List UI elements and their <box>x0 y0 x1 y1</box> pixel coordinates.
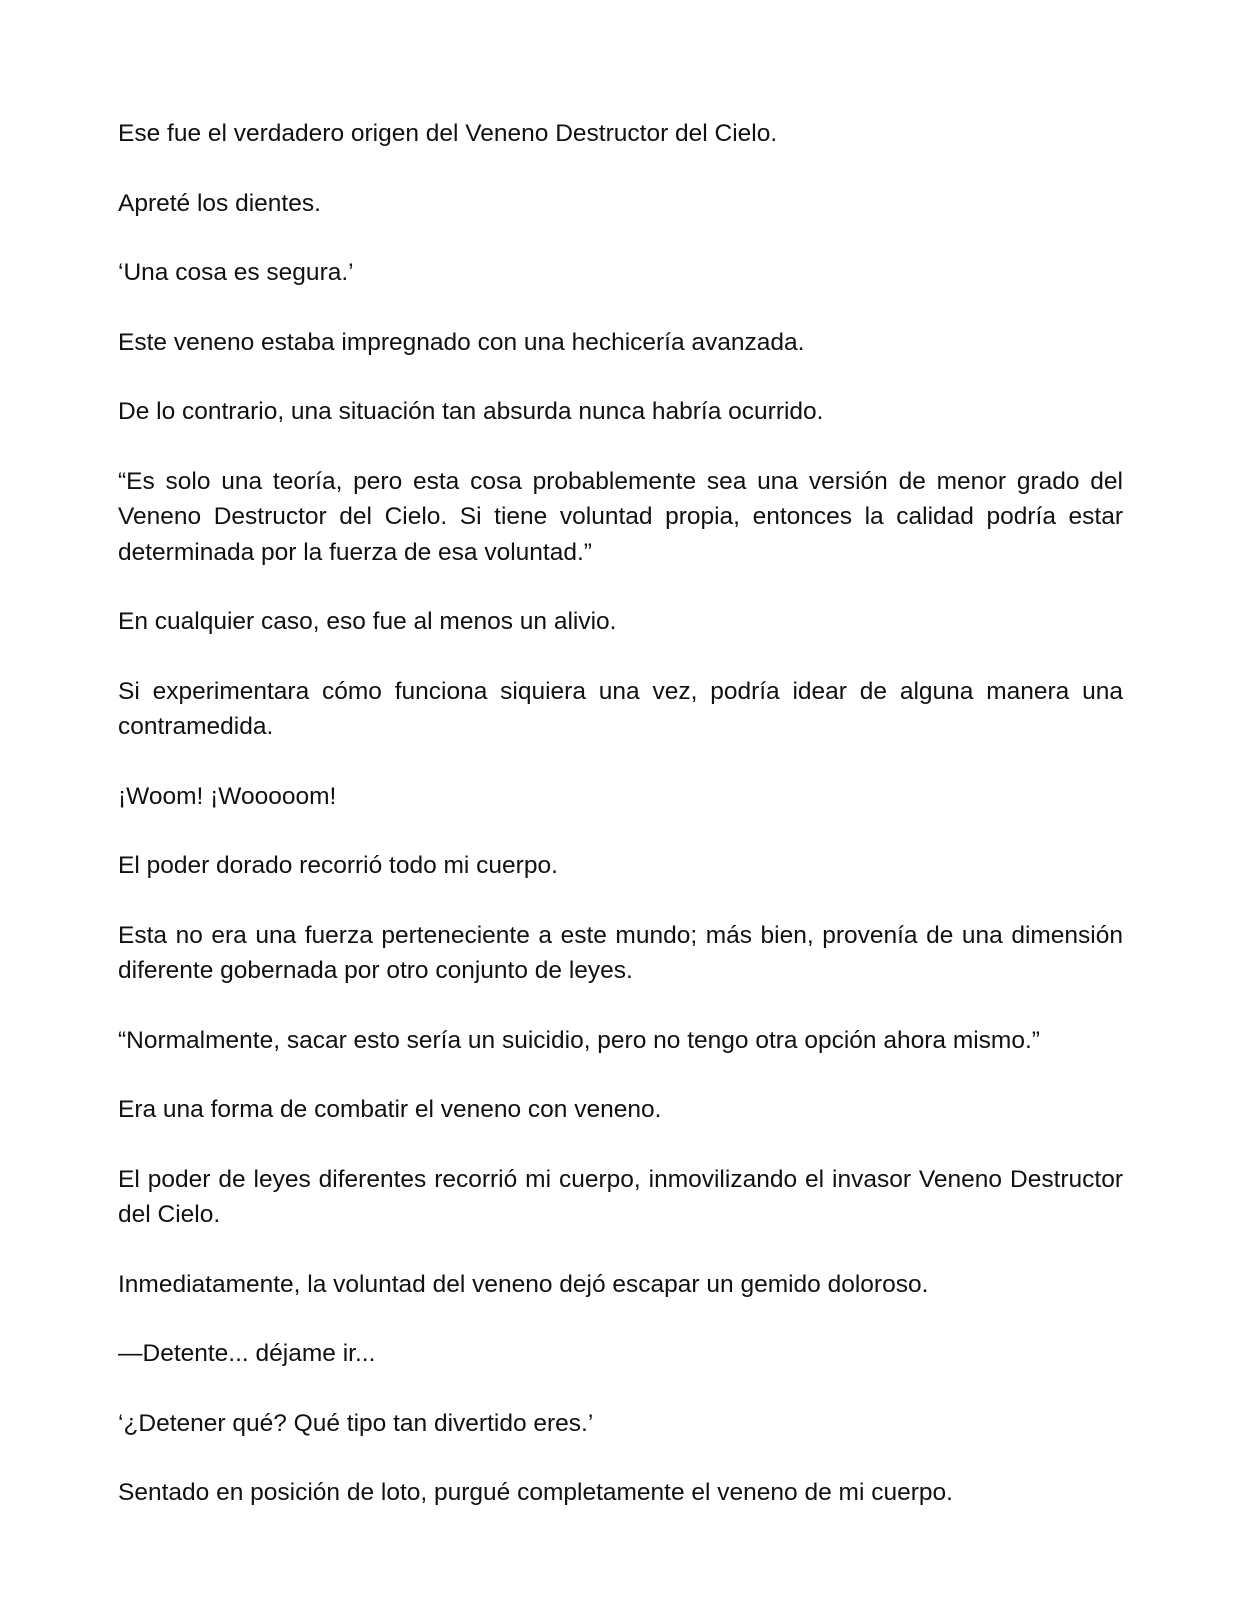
paragraph: Apreté los dientes. <box>118 189 321 217</box>
paragraph: “Es solo una teoría, pero esta cosa probablemente sea una versión de menor grado del Veneno Destructor del Cielo. Si tiene voluntad propia, entonces la calidad podría estar determinada por la fuerza de esa voluntad.” <box>118 467 1123 566</box>
paragraph: Este veneno estaba impregnado con una hechicería avanzada. <box>118 328 805 356</box>
paragraph: Ese fue el verdadero origen del Veneno Destructor del Cielo. <box>118 120 778 147</box>
paragraph: ‘Una cosa es segura.’ <box>118 259 354 286</box>
paragraph: Inmediatamente, la voluntad del veneno dejó escapar un gemido doloroso. <box>118 1270 929 1298</box>
paragraph: Si experimentara cómo funciona siquiera una vez, podría idear de alguna manera una contramedida. <box>118 677 1123 740</box>
document-body <box>118 116 1123 1545</box>
paragraph: Era una forma de combatir el veneno con veneno. <box>118 1096 662 1123</box>
paragraph: El poder de leyes diferentes recorrió mi cuerpo, inmovilizando el invasor Veneno Destructor del Cielo. <box>118 1165 1123 1228</box>
paragraph: De lo contrario, una situación tan absurda nunca habría ocurrido. <box>118 398 824 425</box>
paragraph: ‘¿Detener qué? Qué tipo tan divertido eres.’ <box>118 1409 594 1437</box>
paragraph: “Normalmente, sacar esto sería un suicidio, pero no tengo otra opción ahora mismo.” <box>118 1026 1040 1054</box>
paragraph: Sentado en posición de loto, purgué completamente el veneno de mi cuerpo. <box>118 1479 953 1506</box>
paragraph: ¡Woom! ¡Wooooom! <box>118 782 337 810</box>
paragraph: —Detente... déjame ir... <box>118 1340 376 1367</box>
paragraph: El poder dorado recorrió todo mi cuerpo. <box>118 852 558 879</box>
paragraph: En cualquier caso, eso fue al menos un alivio. <box>118 608 617 635</box>
paragraph: Esta no era una fuerza perteneciente a este mundo; más bien, provenía de una dimensión diferente gobernada por otro conjunto de leyes. <box>118 921 1123 984</box>
